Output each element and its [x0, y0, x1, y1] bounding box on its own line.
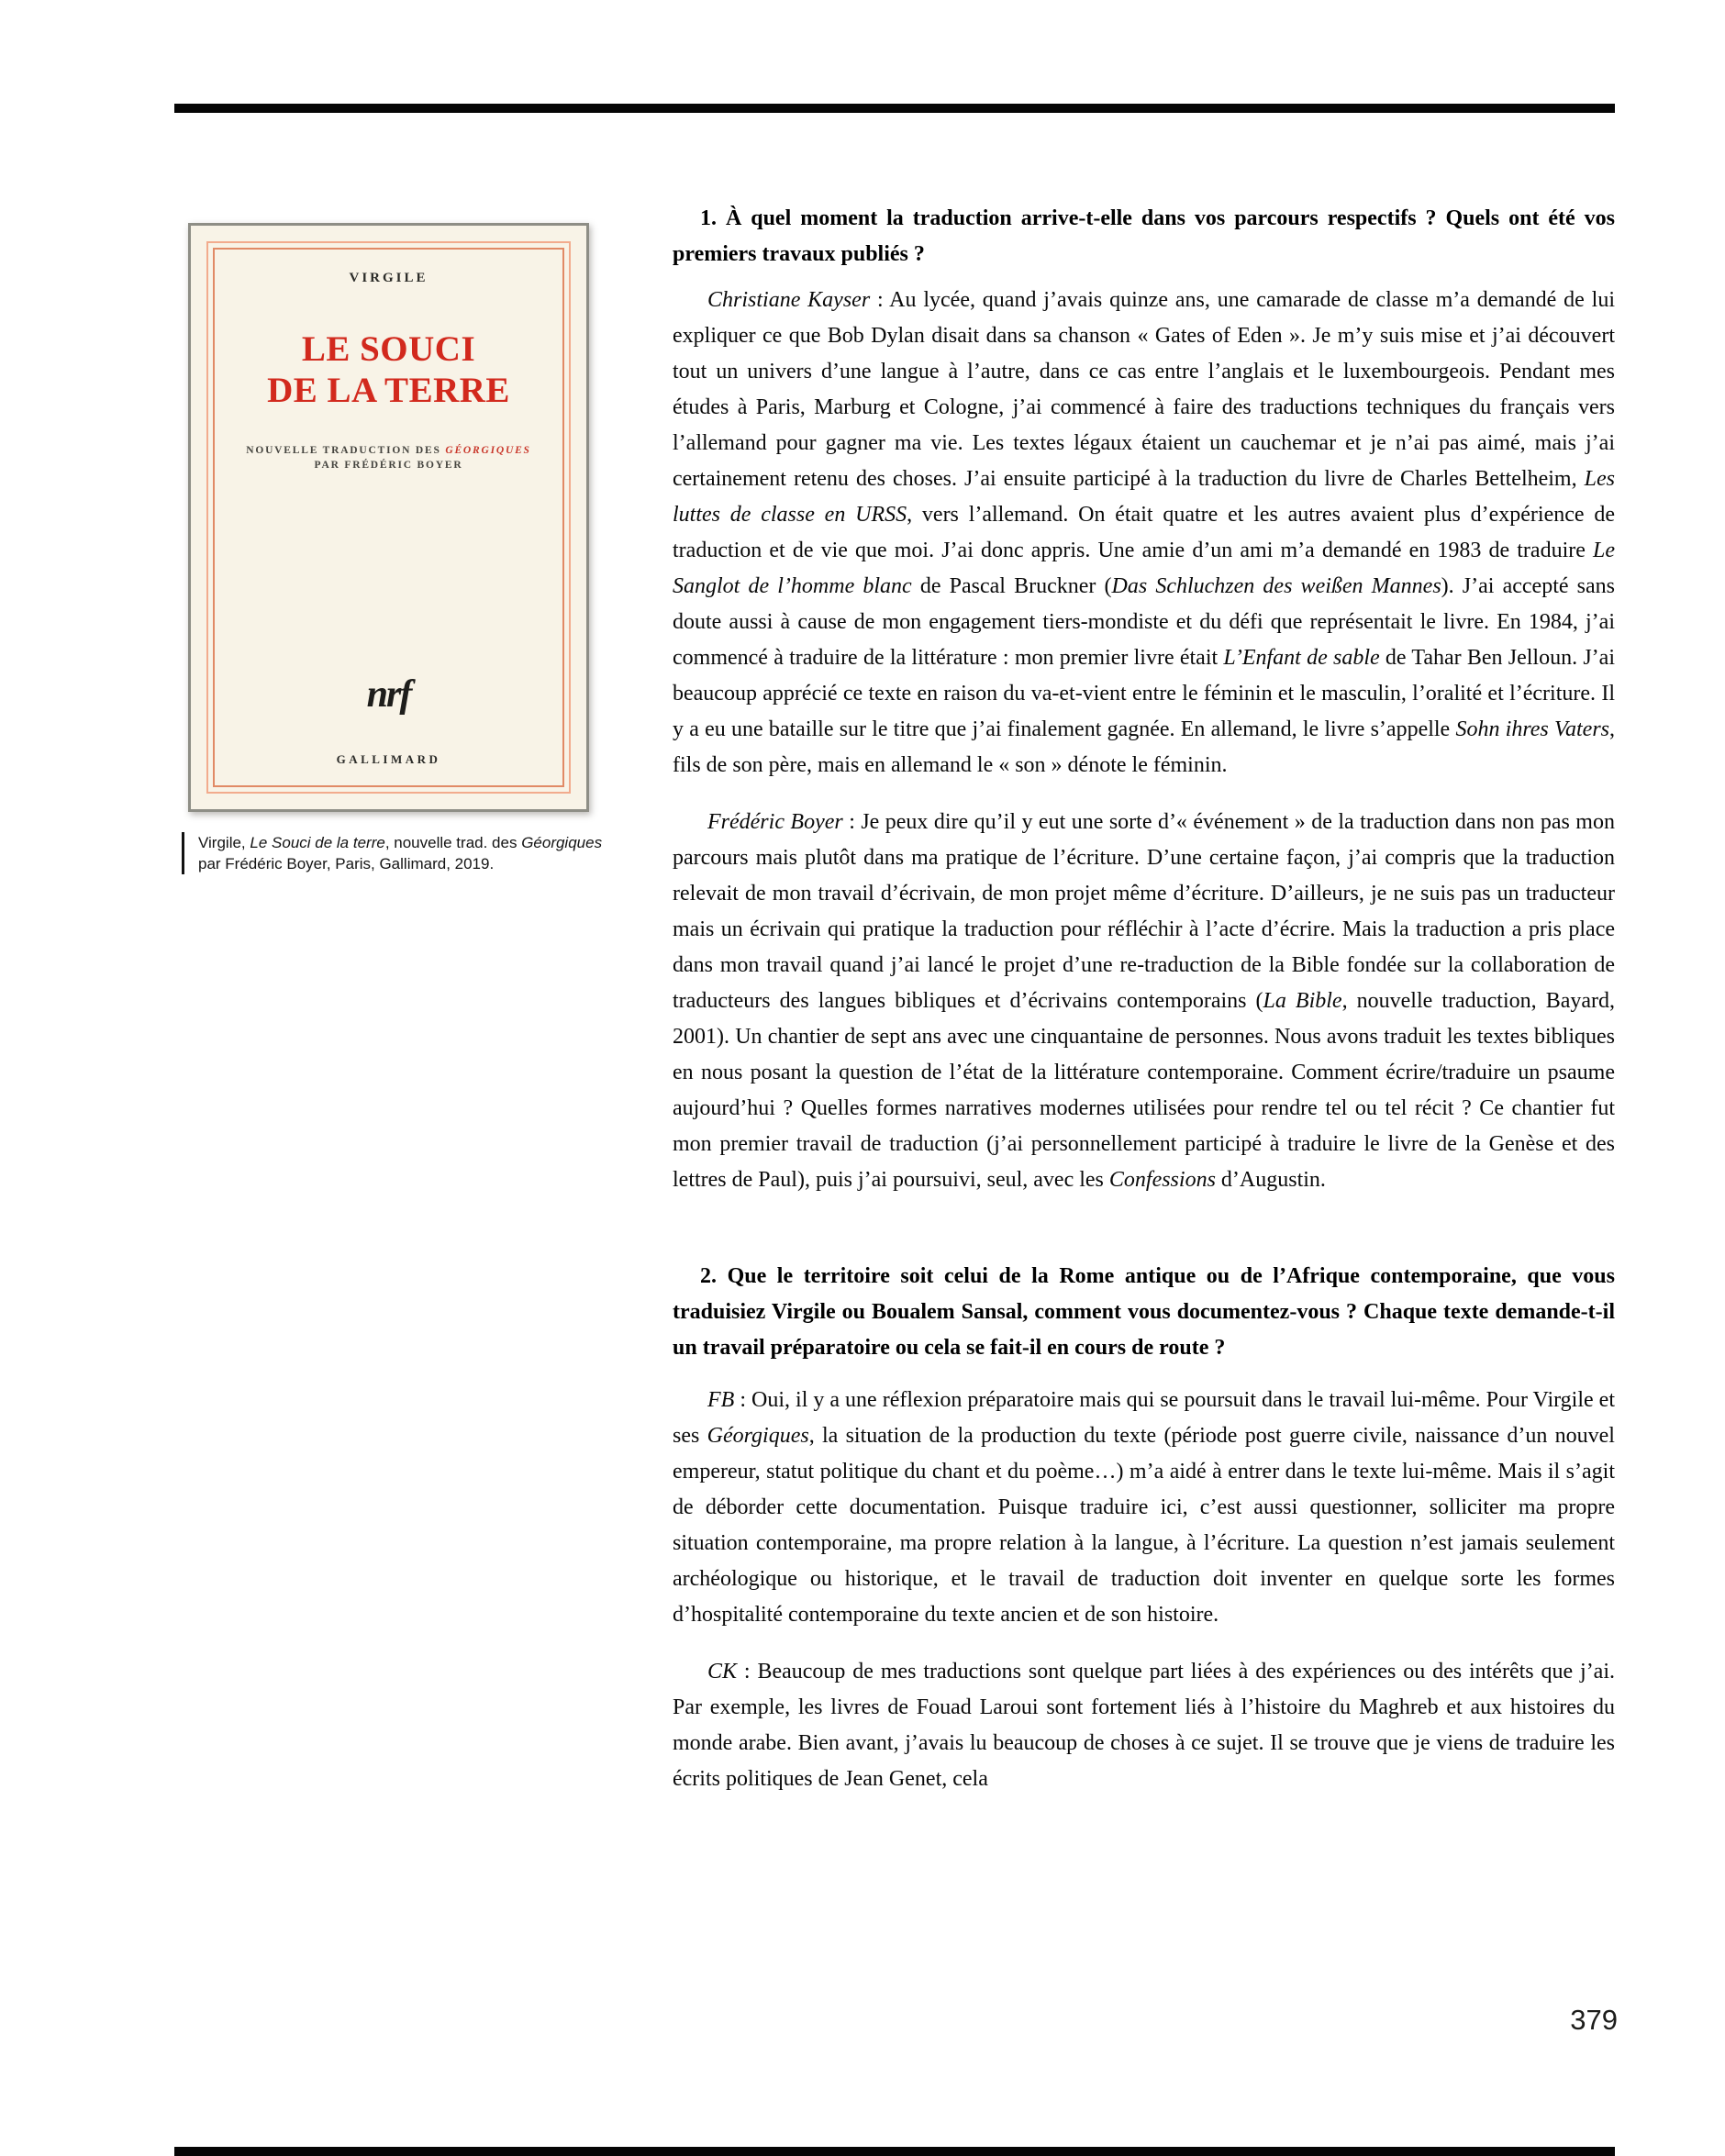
answer-paragraph: CK : Beaucoup de mes traductions sont quelque part liées à des expériences ou des intérêts que j’ai. Par exemple, les livres de Fouad Laroui sont fortement liés à l’histoire du Maghreb et aux histoires du monde arabe. Bien avant, j’avais lu beaucoup de choses à ce sujet. Il se trouve que je viens de traduire les écrits politiques de Jean Genet, cela: [673, 1660, 1615, 1791]
answer-paragraph: FB : Oui, il y a une réflexion préparatoire mais qui se poursuit dans le travail lui-même. Pour Virgile et ses Géorgiques, la situation de la production du texte (période post guerre civile, naissance d’un nouvel empereur, statut politique du chant et du poème…) m’a aidé à entrer dans le texte lui-même. Mais il s’agit de déborder cette documentation. Puisque traduire ici, c’est aussi questionner, solliciter ma propre situation contemporaine, ma propre relation à la langue, à l’écriture. La question n’est jamais seulement archéologique ou historique, et le travail de traduction doit inventer en quelque sorte les formes d’hospitalité contemporaine du texte ancien et de son histoire.: [673, 1388, 1615, 1627]
page-number: 379: [1570, 2004, 1618, 2036]
cover-title-line1: LE SOUCI: [301, 329, 476, 369]
cover-title-line2: DE LA TERRE: [267, 371, 510, 410]
cover-subtitle-line2: PAR FRÉDÉRIC BOYER: [314, 460, 463, 471]
top-rule: [174, 104, 1615, 113]
cover-subtitle: [191, 443, 586, 472]
bottom-rule: [174, 2147, 1615, 2156]
cover-subtitle-line1: NOUVELLE TRADUCTION DES GÉORGIQUES: [246, 445, 531, 456]
nrf-logo: nrf: [366, 673, 411, 716]
answer-paragraph: Christiane Kayser : Au lycée, quand j’avais quinze ans, une camarade de classe m’a demandé de lui expliquer ce que Bob Dylan disait dans sa chanson « Gates of Eden ». Je m’y suis mise et j’ai découvert tout un univers d’une langue à l’autre, dans ce cas entre l’anglais et le luxembourgeois. Pendant mes études à Paris, Marburg et Cologne, j’ai commencé à faire des traductions techniques du français vers l’allemand pour gagner ma vie. Les textes légaux étaient un cauchemar et je n’ai pas aimé, mais j’ai certainement retenu des choses. J’ai ensuite participé à la traduction du livre de Charles Bettelheim, Les luttes de classe en URSS, vers l’allemand. On était quatre et les autres avaient plus d’expérience de traduction et de vie que moi. J’ai donc appris. Une amie d’un ami m’a demandé en 1983 de traduire Le Sanglot de l’homme blanc de Pascal Bruckner (Das Schluchzen des weißen Mannes). J’ai accepté sans doute aussi à cause de mon engagement tiers-mondiste et du défi que représentait le livre. En 1984, j’ai commencé à traduire de la littérature : mon premier livre était L’Enfant de sable de Tahar Ben Jelloun. J’ai beaucoup apprécié ce texte en raison du va-et-vient entre le féminin et le masculin, l’oralité et l’écriture. Il y a eu une bataille sur le titre que j’ai finalement gagnée. En allemand, le livre s’appelle Sohn ihres Vaters, fils de son père, mais en allemand le « son » dénote le féminin.: [673, 288, 1615, 777]
cover-publisher: GALLIMARD: [336, 752, 441, 766]
question-heading: 2. Que le territoire soit celui de la Rome antique ou de l’Afrique contemporaine, que vous traduisiez Virgile ou Boualem Sansal, comment vous documentez-vous ? Chaque texte demande-t-il un travail préparatoire ou cela se fait-il en cours de route ?: [673, 1264, 1615, 1360]
interview-text-column: [673, 201, 1615, 1797]
cover-author: VIRGILE: [349, 271, 428, 285]
cover-title: [191, 328, 586, 411]
question-heading: 1. À quel moment la traduction arrive-t-elle dans vos parcours respectifs ? Quels ont été vos premiers travaux publiés ?: [673, 206, 1615, 266]
cover-caption: [182, 832, 613, 874]
caption-line1: Virgile, Le Souci de la terre, nouvelle trad. des Géorgiques: [198, 834, 603, 851]
answer-paragraph: Frédéric Boyer : Je peux dire qu’il y eut une sorte d’« événement » de la traduction dans non pas mon parcours mais plutôt dans ma pratique de l’écriture. D’une certaine façon, j’ai compris que la traduction relevait de mon travail d’écrivain, de mon projet même d’écriture. D’ailleurs, je ne suis pas un traducteur mais un écrivain qui pratique la traduction pour réfléchir à l’acte d’écrire. Mais la traduction a pris place dans mon travail quand j’ai lancé le projet d’une re-traduction de la Bible fondée sur la collaboration de traducteurs des langues bibliques et d’écrivains contemporains (La Bible, nouvelle traduction, Bayard, 2001). Un chantier de sept ans avec une cinquantaine de personnes. Nous avons traduit les textes bibliques en nous posant la question de l’état de la littérature contemporaine. Comment écrire/traduire un psaume aujourd’hui ? Quelles formes narratives modernes utilisées pour rendre tel ou tel récit ? Ce chantier fut mon premier travail de traduction (j’ai personnellement participé à traduire le livre de la Genèse et des lettres de Paul), puis j’ai poursuivi, seul, avec les Confessions d’Augustin.: [673, 810, 1616, 1192]
book-cover: [188, 223, 589, 812]
caption-line2: par Frédéric Boyer, Paris, Gallimard, 2019.: [198, 855, 495, 872]
